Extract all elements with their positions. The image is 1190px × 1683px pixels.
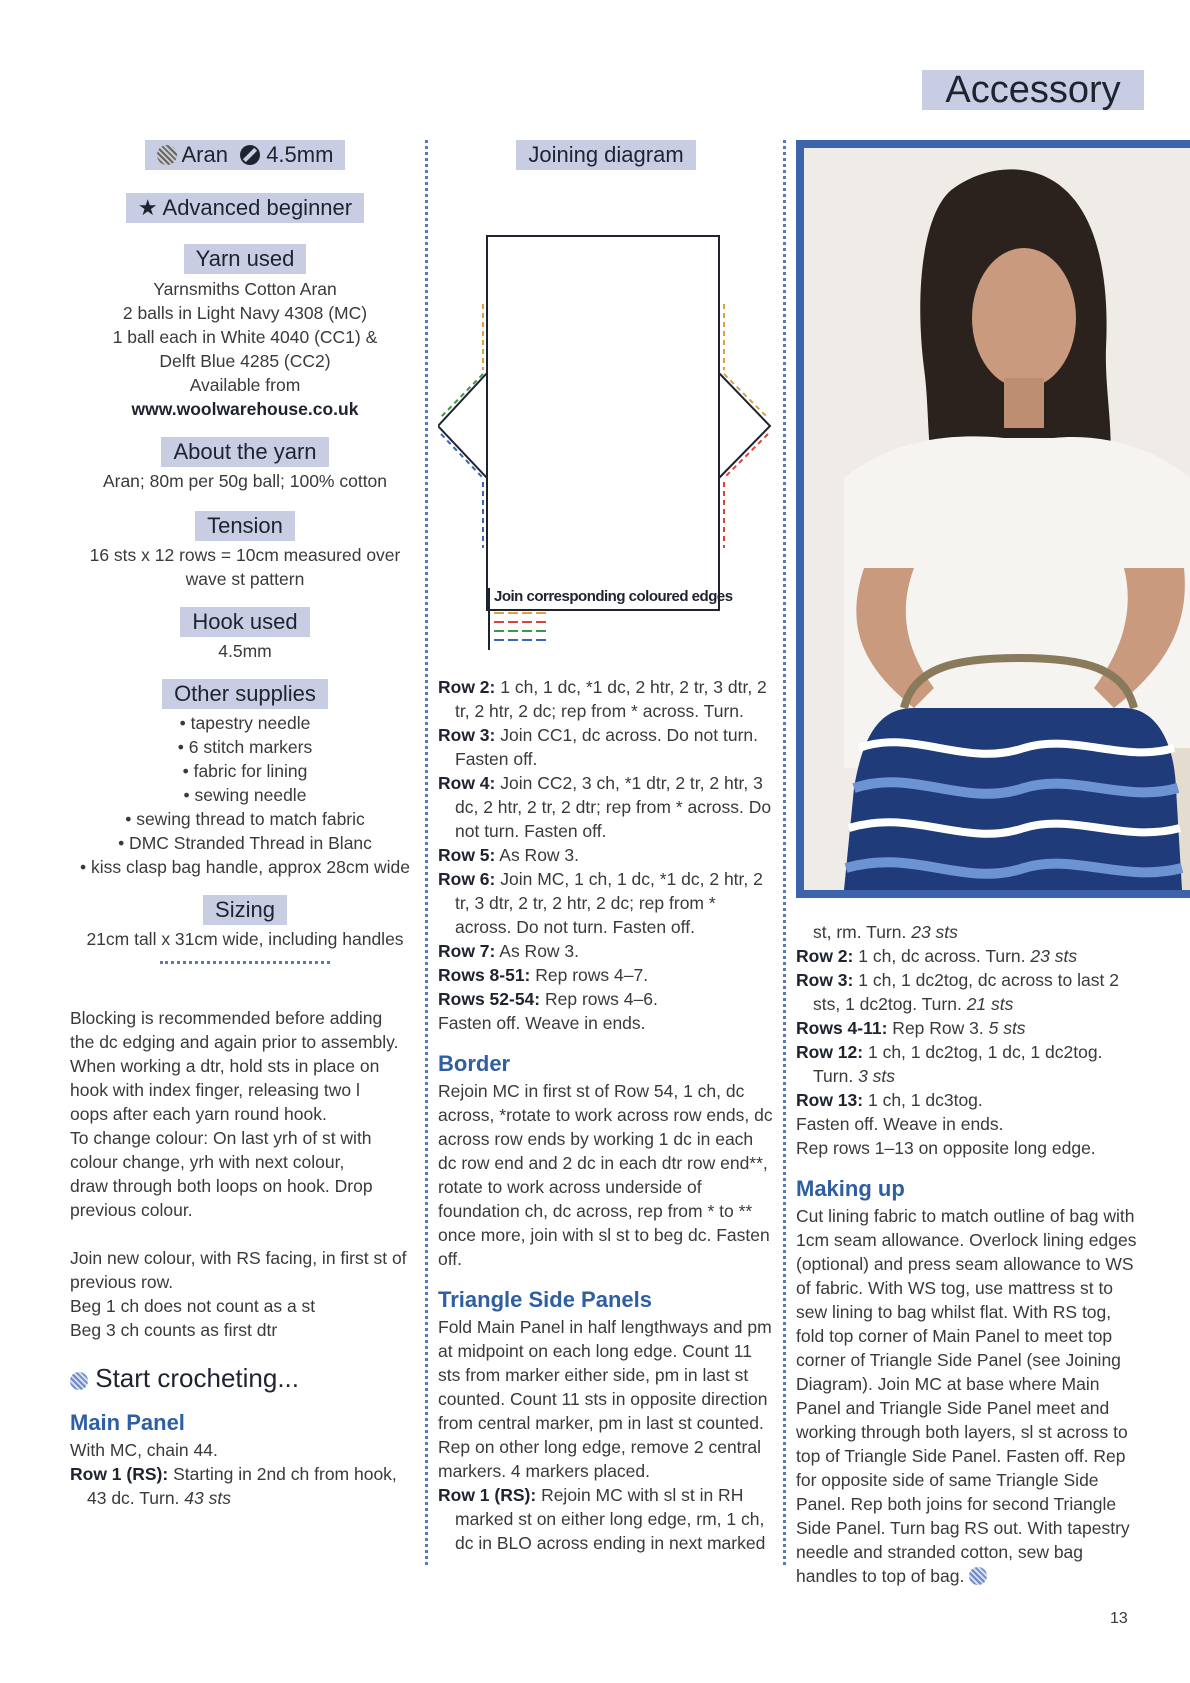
legend-swatches (494, 609, 554, 645)
hook-icon (240, 145, 260, 165)
yarn-used-line: 2 balls in Light Navy 4308 (MC) (122, 303, 368, 323)
yarn-used-details (70, 277, 420, 421)
pattern-row: Row 4: Join CC2, 3 ch, *1 dtr, 2 tr, 2 htr, 3 dc, 2 htr, 2 tr, 2 dtr; rep from * across. Do not turn. Fasten off. (438, 773, 772, 841)
row-text: Starting in 2nd ch from hook, 43 dc. Turn. (87, 1464, 397, 1508)
pattern-row: Row 3: 1 ch, 1 dc2tog, dc across to last 2 sts, 1 dc2tog. Turn. 21 sts (796, 970, 1119, 1014)
supply-item: • 6 stitch markers (177, 737, 313, 757)
yarn-ball-icon (70, 1372, 88, 1390)
making-up-title: Making up (796, 1176, 905, 1201)
diagram-title: Joining diagram (516, 140, 695, 170)
supply-item: • fabric for lining (182, 761, 308, 781)
yarn-weight-badge (145, 140, 346, 170)
note-line: the dc edging and again prior to assembly. (70, 1032, 399, 1052)
other-supplies-title: Other supplies (162, 679, 328, 709)
pattern-row: Row 12: 1 ch, 1 dc2tog, 1 dc, 1 dc2tog. Turn. 3 sts (796, 1042, 1103, 1086)
main-panel-shape (487, 236, 719, 610)
supply-item: • DMC Stranded Thread in Blanc (118, 833, 372, 853)
category-tab (922, 70, 1144, 110)
tension-text (70, 543, 420, 591)
diagram-legend (488, 588, 733, 650)
bag-photo (796, 140, 1190, 898)
pattern-row: Rep rows 1–13 on opposite long edge. (796, 1138, 1096, 1158)
right-triangle-shape (719, 373, 770, 478)
pattern-row: Rows 8-51: Rep rows 4–7. (438, 965, 649, 985)
note-line: Join new colour, with RS facing, in first st of (70, 1248, 407, 1268)
model-with-bag-illustration (804, 148, 1190, 890)
pattern-row: Rows 4-11: Rep Row 3. 5 sts (796, 1018, 1026, 1038)
pattern-row: Rows 52-54: Rep rows 4–6. (438, 989, 658, 1009)
note-line: hook with index finger, releasing two l (70, 1080, 360, 1100)
about-yarn-title: About the yarn (161, 437, 328, 467)
border-text: Rejoin MC in first st of Row 54, 1 ch, dc across, *rotate to work across row ends, dc across row ends by working 1 dc in each dc row end and 2 dc in each dtr row end**, rotate to work across underside of foundation ch, dc across, rep from * to ** once more, join with sl st to beg dc. Fasten off. (438, 1081, 773, 1269)
notes-paragraph (70, 1006, 420, 1222)
note-line: Beg 3 ch counts as first dtr (70, 1320, 278, 1340)
triangle-title: Triangle Side Panels (438, 1287, 652, 1312)
left-triangle-shape (438, 373, 487, 478)
pattern-row: Row 3: Join CC1, dc across. Do not turn. Fasten off. (438, 725, 758, 769)
start-heading (70, 1362, 420, 1394)
rows-list (438, 675, 774, 1555)
tension-line: 16 sts x 12 rows = 10cm measured over (89, 545, 401, 565)
hook-used-text: 4.5mm (218, 641, 272, 661)
note-line: Blocking is recommended before adding (70, 1008, 383, 1028)
yarn-used-line: Yarnsmiths Cotton Aran (153, 279, 337, 299)
page-number: 13 (1110, 1610, 1128, 1627)
supply-item: • sewing needle (183, 785, 307, 805)
tension-title: Tension (195, 511, 295, 541)
end-yarn-ball-icon (969, 1567, 987, 1585)
yarn-ball-icon (157, 145, 177, 165)
level-badge (126, 193, 364, 223)
pattern-row: Fasten off. Weave in ends. (796, 1114, 1004, 1134)
level-value: Advanced beginner (162, 195, 353, 220)
note-line: colour change, yrh with next colour, (70, 1152, 345, 1172)
supply-item: • kiss clasp bag handle, approx 28cm wide (79, 857, 411, 877)
pattern-row: Fasten off. Weave in ends. (438, 1013, 646, 1033)
note-line: When working a dtr, hold sts in place on (70, 1056, 380, 1076)
pattern-row: Row 2: 1 ch, dc across. Turn. 23 sts (796, 946, 1078, 966)
sizing-text: 21cm tall x 31cm wide, including handles (86, 929, 404, 949)
note-line: previous colour. (70, 1200, 193, 1220)
start-title: Start crocheting... (95, 1363, 299, 1393)
joining-diagram (438, 186, 774, 656)
pattern-row: st, rm. Turn. 23 sts (813, 922, 958, 942)
border-title: Border (438, 1051, 511, 1076)
main-panel-title: Main Panel (70, 1410, 185, 1435)
pattern-row: Row 13: 1 ch, 1 dc3tog. (796, 1090, 983, 1110)
yarn-weight-value: Aran (181, 142, 228, 167)
supply-item: • sewing thread to match fabric (125, 809, 365, 829)
category-title: Accessory (945, 69, 1121, 111)
notes-paragraph (70, 1246, 420, 1342)
column-divider-right (783, 140, 786, 1565)
making-up-body: Cut lining fabric to match outline of bag with 1cm seam allowance. Overlock lining edges (optional) and press seam allowance to WS of fabric. With WS tog, use mattress st to sew lining to bag whilst flat. With RS tog, fold top corner of Main Panel to meet top corner of Triangle Side Panel (see Joining Diagram). Join MC at base where Main Panel and Triangle Side Panel meet and working through both layers, sl st across to top of Triangle Side Panel. Fasten off. Rep for opposite side of same Triangle Side Panel. Rep both joins for second Triangle Side Panel. Turn bag RS out. With tapestry needle and stranded cotton, sew bag handles to top of bag. (796, 1206, 1137, 1586)
note-line: To change colour: On last yrh of st with (70, 1128, 372, 1148)
sizing-title: Sizing (203, 895, 287, 925)
pattern-row: Row 6: Join MC, 1 ch, 1 dc, *1 dc, 2 htr, 2 tr, 3 dtr, 2 tr, 2 htr, 2 dc; rep from * across. Do not turn. Fasten off. (438, 869, 763, 937)
left-column (70, 140, 420, 1510)
right-column (796, 920, 1141, 1588)
yarn-used-line: Available from (189, 375, 301, 395)
photo-image (804, 148, 1190, 890)
middle-column (438, 140, 774, 1553)
making-up-text (796, 1204, 1141, 1588)
yarn-used-line: Delft Blue 4285 (CC2) (159, 351, 331, 371)
star-icon: ★ (137, 195, 158, 220)
pattern-row: Row 5: As Row 3. (438, 845, 580, 865)
pattern-row: Row 7: As Row 3. (438, 941, 580, 961)
about-yarn-text: Aran; 80m per 50g ball; 100% cotton (102, 471, 388, 491)
note-line: draw through both loops on hook. Drop (70, 1176, 373, 1196)
triangle-row1: Row 1 (RS): Rejoin MC with sl st in RH marked st on either long edge, rm, 1 ch, dc in BLO across ending in next marked (438, 1485, 766, 1553)
legend-text: Join corresponding coloured edges (494, 588, 733, 605)
section-divider (160, 961, 330, 964)
hook-size-value: 4.5mm (266, 142, 334, 167)
note-line: previous row. (70, 1272, 174, 1292)
main-panel-intro: With MC, chain 44. (70, 1440, 218, 1460)
other-supplies-list (70, 711, 420, 879)
note-line: Beg 1 ch does not count as a st (70, 1296, 316, 1316)
column-divider-left (425, 140, 428, 1565)
triangle-text: Fold Main Panel in half lengthways and pm at midpoint on each long edge. Count 11 sts from marker either side, pm in last st counted. Count 11 sts in opposite direction from central marker, pm in last st counted. Rep on other long edge, remove 2 central markers. 4 markers placed. (438, 1317, 772, 1481)
tension-line: wave st pattern (185, 569, 305, 589)
supplier-link[interactable]: www.woolwarehouse.co.uk (131, 399, 359, 419)
yarn-used-line: 1 ball each in White 4040 (CC1) & (112, 327, 378, 347)
pattern-row: Row 2: 1 ch, 1 dc, *1 dc, 2 htr, 2 tr, 3 dtr, 2 tr, 2 htr, 2 dc; rep from * across. Turn. (438, 677, 767, 721)
supply-item: • tapestry needle (179, 713, 311, 733)
main-panel-row1 (70, 1462, 420, 1510)
yarn-used-title: Yarn used (184, 244, 307, 274)
note-line: oops after each yarn round hook. (70, 1104, 327, 1124)
stitch-count: 43 sts (184, 1488, 231, 1508)
row-label: Row 1 (RS): (70, 1464, 169, 1484)
hook-used-title: Hook used (180, 607, 309, 637)
